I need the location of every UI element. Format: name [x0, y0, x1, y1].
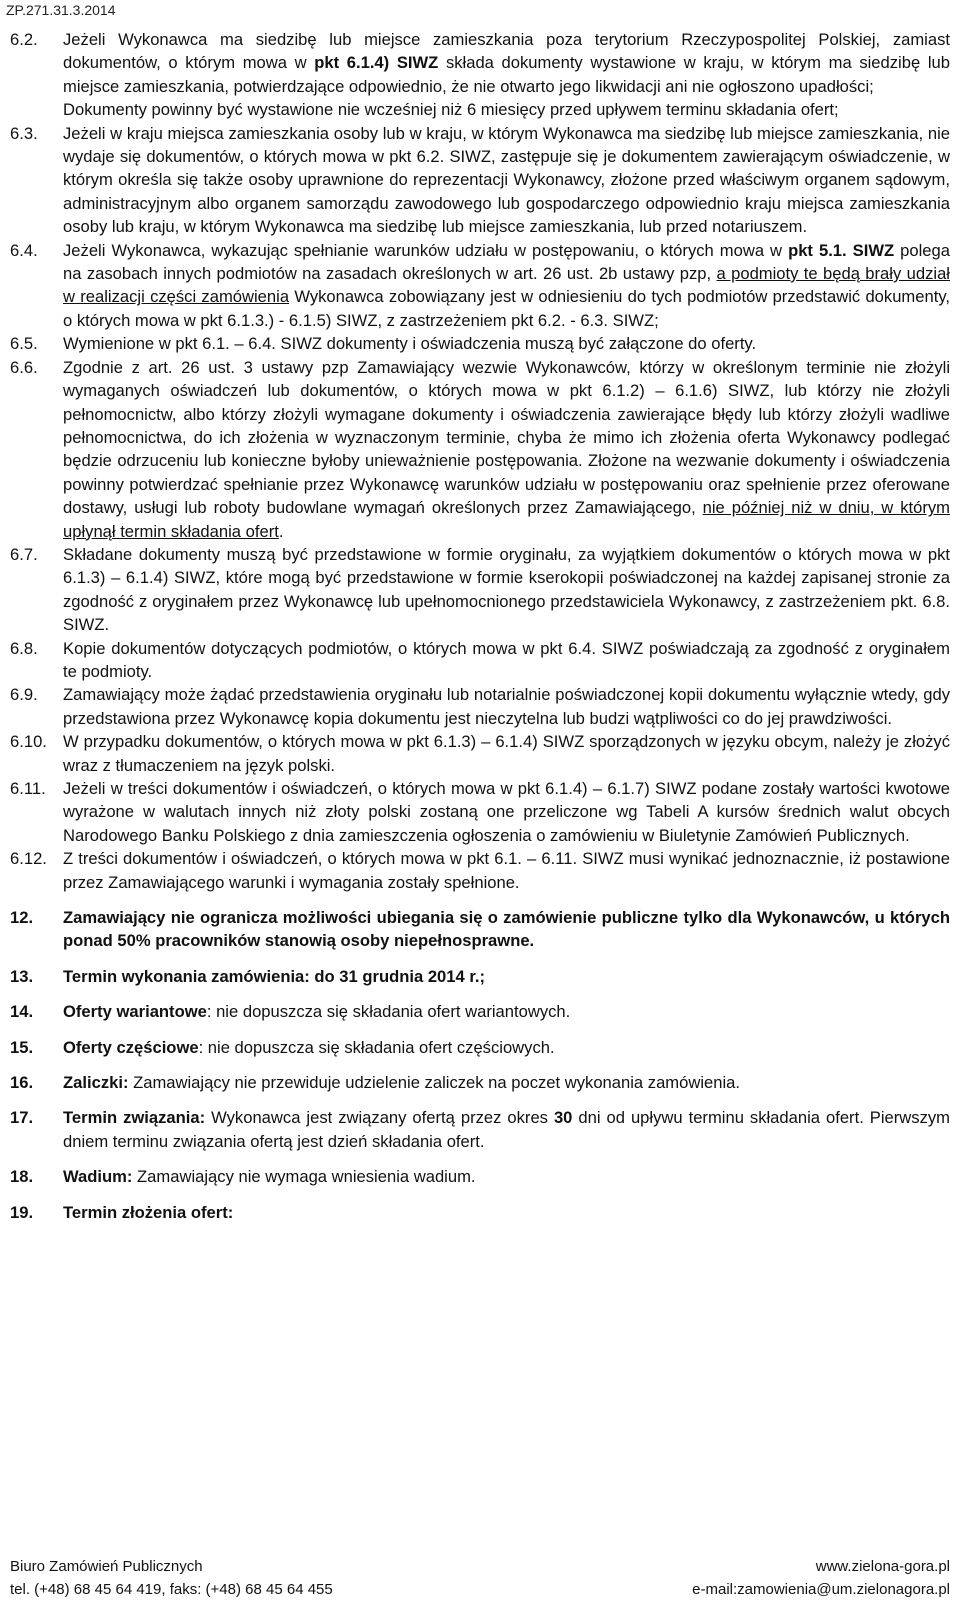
clause-6-8 — [10, 637, 950, 684]
section-number: 12. — [10, 908, 34, 928]
page-footer — [10, 1555, 950, 1601]
section-number: 13. — [10, 966, 34, 986]
clause-text: Jeżeli w kraju miejsca zamieszkania osoby lub w kraju, w którym Wykonawca ma siedzibę lub miejsce zamieszkania, nie wydaje się dokumentów, o których mowa w pkt 6.2. SIWZ, zastępuje się je dokumentem zawierającym oświadczenie, w którym określa się także osoby uprawnione do reprezentacji Wykonawcy, złożone przed właściwym organem sądowym, administracyjnym albo organem samorządu zawodowego lub gospodarczego odpowiednio kraju miejsca zamieszkania osoby lub kraju, w którym Wykonawca ma siedzibę lub miejsce zamieszkania, lub przed notariuszem. — [63, 123, 950, 237]
clause-6-6 — [10, 356, 950, 543]
clause-number: 6.7. — [10, 544, 38, 564]
section-text: Termin wykonania zamówienia: do 31 grudnia 2014 r.; — [63, 966, 486, 986]
clause-text-part: Zgodnie z art. 26 ust. 3 ustawy pzp Zamawiający wezwie Wykonawców, którzy w określonym terminie nie złożyli wymaganych oświadczeń lub dokumentów, o których mowa w pkt 6.1.2) – 6.1.6) SIWZ, lub którzy nie złożyli pełnomocnictw, albo którzy złożyli wymagane dokumenty i oświadczenia zawierające błędy lub którzy złożyli wadliwe pełnomocnictwa, do ich złożenia w wyznaczonym terminie, chyba że mimo ich złożenia oferta Wykonawcy podlegać będzie odrzuceniu lub konieczne byłoby unieważnienie postępowania. Złożone na wezwanie dokumenty i oświadczenia powinny potwierdzać spełnianie przez Wykonawcę warunków udziału w postępowaniu oraz spełnienie przez oferowane dostawy, usługi lub roboty budowlane wymagań określonych przez Zamawiającego, — [63, 357, 950, 518]
clause-text: W przypadku dokumentów, o których mowa w pkt 6.1.3) – 6.1.4) SIWZ sporządzonych w języku obcym, należy je złożyć wraz z tłumaczeniem na język polski. — [63, 732, 950, 775]
section-body: Zamawiający nie wymaga wniesienia wadium. — [132, 1167, 476, 1187]
section-14 — [10, 1000, 950, 1023]
section-body: dni od upływu terminu składania ofert. Pierwszym dniem terminu związania ofertą jest dzień składania ofert. — [63, 1108, 950, 1151]
clause-text-part: Wykonawca zobowiązany jest w odniesieniu do tych podmiotów przedstawić dokumenty, o których mowa w pkt 6.1.3.) - 6.1.5) SIWZ, z zastrzeżeniem pkt 6.2. - 6.3. SIWZ; — [63, 287, 951, 330]
section-heading: Wadium: — [63, 1167, 133, 1187]
footer-office: Biuro Zamówień Publicznych — [10, 1558, 203, 1575]
clause-6-12 — [10, 847, 950, 894]
section-text — [63, 1201, 950, 1224]
clause-text: Z treści dokumentów i oświadczeń, o których mowa w pkt 6.1. – 6.11. SIWZ musi wynikać jednoznacznie, iż postawione przez Zamawiającego warunki i wymagania zostały spełnione. — [63, 849, 950, 892]
clause-6-4 — [10, 239, 950, 333]
clause-text: Składane dokumenty muszą być przedstawione w formie oryginału, za wyjątkiem dokumentów o których mowa w pkt 6.1.3) – 6.1.4) SIWZ, które mogą być przedstawione w formie kserokopii poświadczonej na każdej zapisanej stronie za zgodność z oryginałem przez Wykonawcę lub upełnomocnionego przedstawiciela Wykonawcy, z zastrzeżeniem pkt. 6.8. SIWZ. — [63, 544, 950, 635]
clause-text-part: Jeżeli Wykonawca ma siedzibę lub miejsce zamieszkania poza terytorium Rzeczypospolitej Polskiej, zamiast dokumentów, o którym mowa w — [63, 30, 950, 73]
section-number: 18. — [10, 1167, 34, 1187]
section-15 — [10, 1036, 950, 1059]
section-16 — [10, 1071, 950, 1094]
clause-number: 6.8. — [10, 638, 38, 658]
clause-text: Wymienione w pkt 6.1. – 6.4. SIWZ dokumenty i oświadczenia muszą być załączone do oferty. — [63, 334, 757, 354]
document-code: ZP.271.31.3.2014 — [6, 2, 116, 18]
clause-number: 6.12. — [10, 849, 47, 869]
section-text — [63, 1036, 950, 1059]
clause-text — [63, 28, 950, 122]
section-body: Zamawiający nie przewiduje udzielenie zaliczek na poczet wykonania zamówienia. — [128, 1073, 740, 1093]
clause-underlined: a podmioty te będą brały udział w realizacji części zamówienia — [63, 264, 950, 307]
clause-6-3 — [10, 122, 950, 239]
clause-text: Jeżeli w treści dokumentów i oświadczeń, o których mowa w pkt 6.1.4) – 6.1.7) SIWZ podane zostały wartości kwotowe wyrażone w walutach innych niż złoty polski zostaną one przeliczone wg Tabeli A kursów średnich walut obcych Narodowego Banku Polskiego z dnia zamieszczenia ogłoszenia o zamówieniu w Biuletynie Zamówień Publicznych. — [63, 779, 950, 845]
binding-days-value: 30 — [553, 1108, 573, 1128]
clause-text-part: . — [278, 521, 284, 541]
document-body — [10, 28, 950, 1224]
clause-number: 6.2. — [10, 30, 38, 49]
clause-text-part: polega na zasobach innych podmiotów na zasadach określonych w art. 26 ust. 2b ustawy pzp, — [63, 240, 950, 284]
section-text — [63, 1000, 950, 1023]
section-heading: Oferty częściowe — [63, 1037, 199, 1057]
section-text — [63, 1106, 950, 1153]
section-text: Zamawiający nie ogranicza możliwości ubiegania się o zamówienie publiczne tylko dla Wykonawców, u których ponad 50% pracowników stanowią osoby niepełnosprawne. — [63, 908, 950, 951]
footer-phone: tel. (+48) 68 45 64 419, faks: (+48) 68 45 64 455 — [10, 1581, 333, 1598]
clause-number: 6.9. — [10, 685, 38, 705]
clause-ref-bold: pkt 5.1. SIWZ — [788, 240, 895, 260]
clause-6-7 — [10, 543, 950, 637]
clause-6-10 — [10, 730, 950, 777]
section-13 — [10, 965, 950, 988]
clause-number: 6.3. — [10, 123, 38, 143]
clause-number: 6.4. — [10, 240, 38, 260]
clause-text — [63, 239, 950, 333]
section-heading: Termin związania: — [63, 1108, 206, 1128]
clause-number: 6.10. — [10, 732, 47, 752]
clause-6-9 — [10, 683, 950, 730]
clause-ref-bold: pkt 6.1.4) — [314, 53, 390, 73]
section-body: : nie dopuszcza się składania ofert częściowych. — [198, 1037, 555, 1057]
clause-number: 6.5. — [10, 334, 38, 354]
section-18 — [10, 1165, 950, 1188]
clause-text: Kopie dokumentów dotyczących podmiotów, o których mowa w pkt 6.4. SIWZ poświadczają za zgodność z oryginałem te podmioty. — [63, 638, 950, 681]
clause-text-part: Jeżeli Wykonawca, wykazując spełnianie warunków udziału w postępowaniu, o których mowa w — [63, 240, 789, 260]
section-text — [63, 1071, 950, 1094]
section-number: 14. — [10, 1002, 34, 1022]
section-number: 15. — [10, 1037, 34, 1057]
section-17 — [10, 1106, 950, 1153]
section-body: Wykonawca jest związany ofertą przez okres — [205, 1108, 554, 1128]
clause-6-5 — [10, 332, 950, 355]
clause-number: 6.6. — [10, 357, 38, 377]
section-number: 19. — [10, 1202, 34, 1222]
section-number: 17. — [10, 1108, 34, 1128]
clause-text-part: składa dokumenty wystawione w kraju, w którym ma siedzibę lub miejsce zamieszkania, potwierdzające odpowiednio, że nie otwarto jego likwidacji ani nie ogłoszono upadłości; — [63, 53, 950, 96]
clause-ref-bold: SIWZ — [396, 53, 439, 73]
clause-underlined: nie później niż w dniu, w którym upłynął termin składania ofert — [63, 498, 950, 541]
section-text — [63, 1165, 950, 1188]
section-heading: Oferty wariantowe — [63, 1002, 207, 1022]
footer-website-link[interactable]: www.zielona-gora.pl — [815, 1558, 950, 1575]
clause-6-2 — [10, 28, 950, 122]
section-body: : nie dopuszcza się składania ofert wariantowych. — [206, 1002, 571, 1022]
clause-text: Zamawiający może żądać przedstawienia oryginału lub notarialnie poświadczonej kopii dokumentu wyłącznie wtedy, gdy przedstawiona przez Wykonawcę kopia dokumentu jest nieczytelna lub budzi wątpliwości co do jej prawdziwości. — [63, 685, 950, 728]
footer-email-link[interactable]: e-mail:zamowienia@um.zielonagora.pl — [692, 1581, 950, 1598]
clause-space — [389, 53, 397, 72]
section-heading: Termin złożenia ofert: — [63, 1202, 234, 1222]
clause-number: 6.11. — [10, 779, 46, 798]
section-number: 16. — [10, 1073, 34, 1093]
section-heading: Zaliczki: — [63, 1073, 129, 1093]
clause-6-11 — [10, 777, 950, 847]
section-12 — [10, 906, 950, 953]
clause-text — [63, 356, 950, 543]
section-19 — [10, 1201, 950, 1224]
clause-text-part: Dokumenty powinny być wystawione nie wcześniej niż 6 miesięcy przed upływem terminu składania ofert; — [63, 100, 839, 120]
